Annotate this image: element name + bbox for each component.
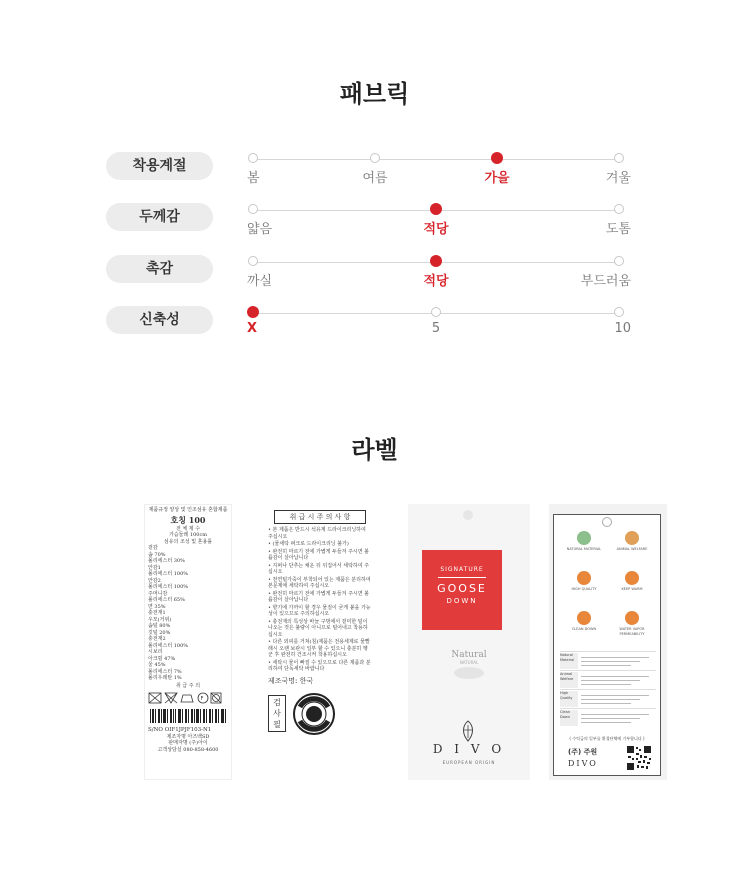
scale-dot	[614, 307, 624, 317]
care-note: • 충전재의 특성상 바늘 구멍에서 겉미한 털이 나오는 것은 불량이 아니므로 털어내고 착용하십시오	[268, 618, 368, 638]
scale-dot	[614, 153, 624, 163]
care-note: • 지퍼나 단추는 채운 뒤 뒤집어서 세탁하여 주십시오	[268, 562, 370, 575]
care-note: • 완전히 마르기 전에 가볍게 두들겨 주시면 볼륨감이 살아납니다	[268, 548, 370, 561]
scale-option-label: 10	[614, 321, 631, 336]
tag1-material-list	[148, 545, 228, 682]
scale-track	[253, 159, 619, 160]
hangtag-hole	[463, 510, 473, 520]
fabric-title: 패브릭	[339, 80, 410, 108]
scale-dot-selected	[491, 152, 503, 164]
fabric-row-label: 촉감	[106, 255, 213, 283]
material-line: 폴리에스터 7%	[148, 668, 182, 675]
fabric-row-label: 착용계절	[106, 152, 213, 180]
material-line: 솜 70%	[148, 551, 166, 558]
feature-icon	[625, 611, 639, 625]
care-symbols-icon	[148, 692, 230, 704]
fabric-row	[0, 152, 749, 192]
feature-icon	[577, 611, 591, 625]
feature-icon-label: HIGH QUALITY	[571, 587, 597, 591]
feature-icon	[625, 531, 639, 545]
divo-brand: D I V O	[432, 742, 506, 756]
inspect-char: 검	[273, 698, 281, 707]
care-note: • 세탁시 물이 빠질 수 있으므로 다른 제품과 분리하여 단독세탁 바랍니다	[268, 659, 371, 672]
feature-icon-cell	[608, 609, 656, 649]
feature-icon-label: WATER VAPOR PERMEABILITY	[619, 627, 645, 636]
material-line: 면 35%	[148, 603, 166, 610]
feature-icon-cell	[608, 529, 656, 569]
scale-option-label: 부드러움	[580, 274, 631, 289]
material-line: 우모(거위)	[148, 616, 172, 623]
badge-down: DOWN	[446, 597, 478, 605]
inspection-box	[268, 695, 286, 732]
material-line: 폴리에스터 65%	[148, 597, 185, 603]
scale-dot-selected	[247, 306, 259, 318]
scale-option-label: 여름	[362, 171, 388, 186]
feature-icon	[577, 531, 591, 545]
feature-row-text	[581, 654, 656, 669]
material-line: 안감1	[148, 564, 161, 571]
badge-goose: GOOSE	[437, 582, 487, 595]
feature-icon	[625, 571, 639, 585]
feature-icon-label: NATURAL MATERIAL	[566, 547, 602, 551]
scale-dot	[248, 256, 258, 266]
feature-row-key: Natural Material	[560, 653, 578, 669]
tag1-sno: S/NO OIF1JPJF103-N1	[148, 727, 212, 733]
material-line: 울 45%	[148, 662, 166, 668]
tag1-maker: 제조자명 아즈백SD	[166, 733, 210, 740]
feature-row-key: Animal Welfare	[560, 672, 578, 688]
feature-icon-label: KEEP WARM	[621, 587, 643, 591]
barcode-icon	[148, 709, 230, 723]
tag1-header: 제품규정 양상 및 인조섬유 혼합제품	[148, 507, 228, 513]
inspect-char: 필	[273, 720, 281, 729]
material-line: 겉감	[148, 545, 158, 551]
feature-icon-label: ANIMAL WELFARE	[616, 547, 648, 551]
scale-dot-selected	[430, 255, 442, 267]
tag1-care-head: 취 급 주 의	[175, 682, 201, 689]
material-line: 충전재2	[148, 636, 166, 642]
svg-text:F: F	[200, 696, 204, 702]
feature-row	[560, 689, 656, 708]
tag1-size: 호칭 100	[170, 514, 206, 525]
tag2-origin: 제조국명: 한국	[268, 676, 314, 685]
material-line: 안감2	[148, 577, 161, 584]
care-instructions-tag	[262, 504, 378, 780]
feature-icon-cell	[608, 569, 656, 609]
scale-option-label: 겨울	[605, 171, 631, 186]
goose-down-badge	[422, 550, 502, 630]
care-label-tag	[144, 504, 232, 780]
scale-option-label: 도톰	[605, 222, 631, 237]
scale-option-label: 까실	[247, 274, 273, 289]
scale-dot	[614, 204, 624, 214]
scale-dot-selected	[430, 203, 442, 215]
scale-dot	[431, 307, 441, 317]
scale-option-label: 얇음	[247, 222, 273, 237]
tribons-stamp-icon	[292, 692, 336, 736]
tag1-material-head: 섬유의 조성 및 혼용률	[163, 538, 213, 545]
feature-icon	[577, 571, 591, 585]
material-line: 폴리우레탄 1%	[148, 675, 182, 681]
tag1-spec2: 가슴둘레 100cm	[169, 532, 207, 538]
qr-code-icon	[626, 745, 652, 771]
care-note: • 향기에 가까이 할 경우 물질이 굳게 붙을 가능성이 있으므로 주의하십시오	[268, 604, 371, 617]
care-note: • 다른 외피를 거쳐(침)제품은 전용세제로 물빨래시 오랜 보관시 일부 할 수 있으니 충분히 헹군 후 완전히 건조시켜 착용하십시오	[268, 639, 370, 658]
badge-signature: SIGNATURE	[440, 566, 484, 573]
feature-row	[560, 670, 656, 689]
features-hangtag	[549, 504, 667, 780]
material-line: 폴리에스터 100%	[148, 584, 189, 590]
feature-row-text	[581, 673, 656, 688]
feature-row-text	[581, 711, 656, 726]
fabric-row	[0, 306, 749, 346]
tag4-company: (주) 주원	[568, 748, 598, 756]
care-note: • 본 제품은 반드시 석유계 드라이크리닝하여 주십시오	[268, 527, 366, 540]
feature-icon-label: CLEAN DOWN	[571, 627, 597, 631]
feature-icon-cell	[560, 569, 608, 609]
material-line: 폴리에스터 30%	[148, 558, 185, 564]
material-line: 솜털 80%	[148, 623, 171, 629]
material-line: 폴리에스터 100%	[148, 642, 189, 649]
feature-row-key: High Quality	[560, 691, 578, 707]
label-title: 라벨	[351, 436, 398, 464]
scale-dot	[614, 256, 624, 266]
scale-option-label: 적당	[423, 222, 449, 237]
tag1-phone: 고객상담실 080-858-4600	[157, 746, 219, 753]
divo-brand-sub: EUROPEAN ORIGIN	[442, 760, 496, 765]
feature-row-text	[581, 692, 656, 707]
features-hole	[602, 517, 612, 527]
feature-row	[560, 708, 656, 727]
features-card	[553, 514, 661, 776]
scale-option-label: 봄	[247, 171, 260, 186]
goose-down-hangtag	[408, 504, 530, 780]
tag4-brand: DIVO	[568, 759, 598, 768]
inspect-char: 사	[273, 709, 281, 718]
tag2-title: 취 급 시 주 의 사 항	[274, 510, 366, 524]
material-line: 폴리에스터 100%	[148, 571, 189, 577]
scale-dot	[248, 153, 258, 163]
scale-option-label: X	[247, 321, 258, 336]
fabric-row-label: 신축성	[106, 306, 213, 334]
scale-dot	[370, 153, 380, 163]
care-note: • 완전히 마르기 전에 가볍게 두들겨 주시면 볼륨감이 살아납니다	[268, 590, 370, 603]
tag1-seller: 판매자명 (주)아이	[168, 740, 208, 746]
tag4-notice: ( 수익금의 일부를 환경단체에 기부합니다 )	[569, 736, 645, 741]
fabric-row	[0, 255, 749, 295]
feature-row	[560, 651, 656, 670]
care-note: • (물세탁 퍼크로 드라이크리닝 불가)	[268, 541, 349, 547]
scale-dot	[248, 204, 258, 214]
feature-icon-cell	[560, 529, 608, 569]
material-line: 아크릴 47%	[148, 655, 176, 662]
natural-logo: Natural NATURAL	[442, 650, 496, 679]
fabric-row-label: 두께감	[106, 203, 213, 231]
divo-crest-icon	[458, 720, 478, 742]
scale-option-label: 가을	[484, 171, 510, 186]
material-line: 주머니감	[148, 590, 168, 597]
material-line: 깃털 20%	[148, 629, 171, 636]
scale-option-label: 5	[431, 321, 441, 336]
fabric-row	[0, 203, 749, 243]
material-line: 시보리	[148, 649, 163, 655]
feature-row-key: Clean Down	[560, 710, 578, 726]
care-note: • 천연털가죽이 부착되어 있는 제품은 분리하여 본문제에 세탁하여 주십시오	[268, 576, 371, 589]
feature-icon-cell	[560, 609, 608, 649]
tag2-notes	[268, 527, 372, 673]
material-line: 충전재1	[148, 610, 166, 616]
tag1-spec1: 전 체 제 수	[175, 525, 201, 532]
scale-option-label: 적당	[423, 274, 449, 289]
